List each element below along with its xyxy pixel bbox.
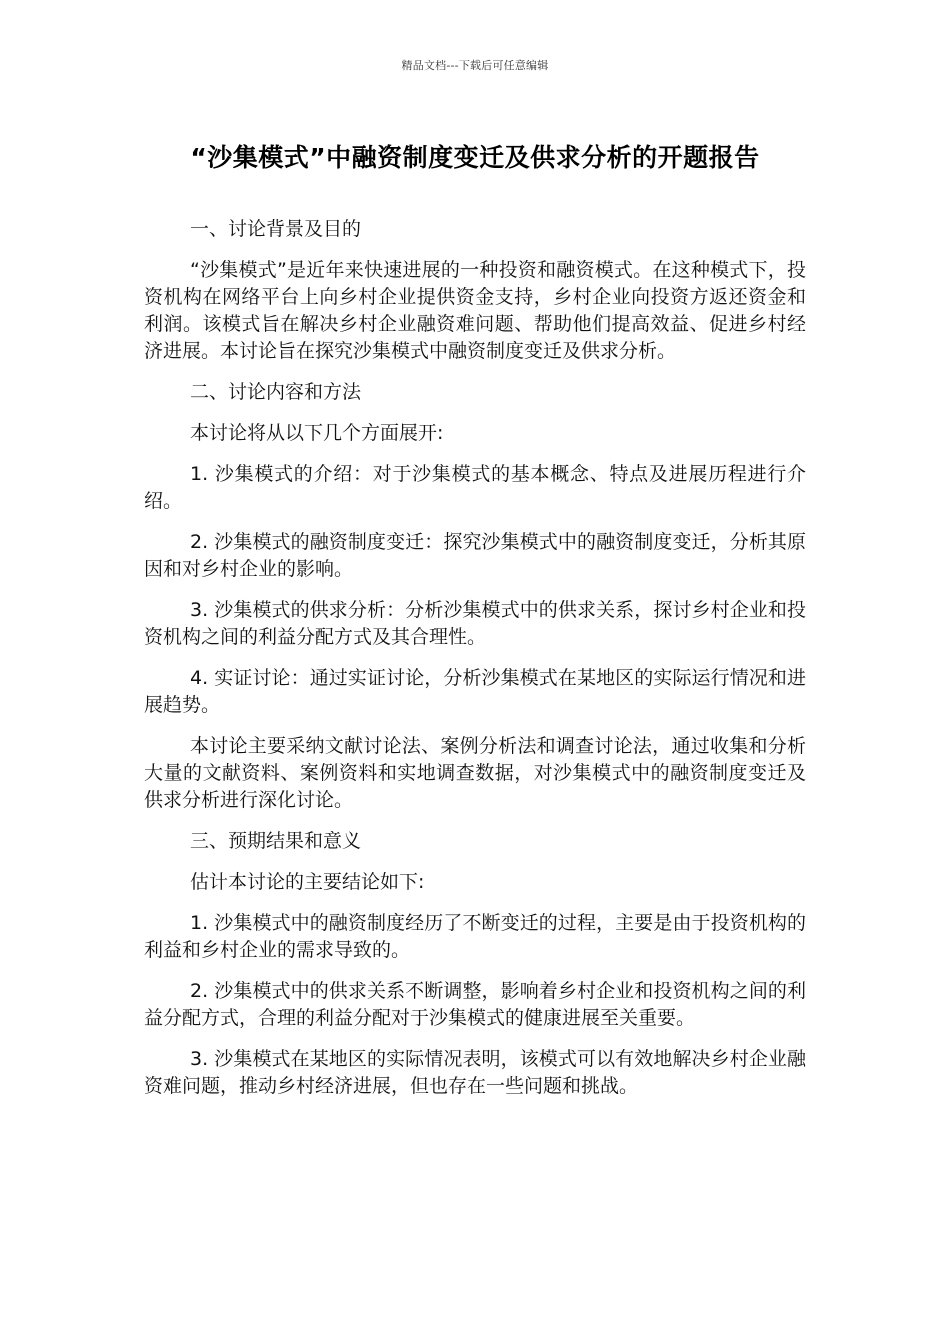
document-body [144, 216, 806, 1114]
paragraph-conclusions-intro: 估计本讨论的主要结论如下: [190, 871, 425, 893]
list-item-content-3: 3. 沙集模式的供求分析：分析沙集模式中的供求关系，探讨乡村企业和投资机构之间的利益分配方式及其合理性。 [144, 599, 806, 648]
section-heading-content-methods: 二、讨论内容和方法 [190, 381, 362, 403]
paragraph-intro: 本讨论将从以下几个方面展开: [190, 422, 444, 444]
list-item-conclusion-2: 2. 沙集模式中的供求关系不断调整，影响着乡村企业和投资机构之间的利益分配方式，合理的利益分配对于沙集模式的健康进展至关重要。 [144, 980, 806, 1029]
document-title: “沙集模式”中融资制度变迁及供求分析的开题报告 [190, 143, 760, 172]
header-note: 精品文档---下载后可任意编辑 [401, 59, 549, 72]
list-item-conclusion-3: 3. 沙集模式在某地区的实际情况表明，该模式可以有效地解决乡村企业融资难问题，推动乡村经济进展，但也存在一些问题和挑战。 [144, 1048, 806, 1097]
list-item-content-4: 4. 实证讨论：通过实证讨论，分析沙集模式在某地区的实际运行情况和进展趋势。 [144, 667, 806, 716]
list-item-conclusion-1: 1. 沙集模式中的融资制度经历了不断变迁的过程，主要是由于投资机构的利益和乡村企业的需求导致的。 [144, 912, 806, 961]
paragraph-background: “沙集模式”是近年来快速进展的一种投资和融资模式。在这种模式下，投资机构在网络平台上向乡村企业提供资金支持，乡村企业向投资方返还资金和利润。该模式旨在解决乡村企业融资难问题、帮助他们提高效益、促进乡村经济进展。本讨论旨在探究沙集模式中融资制度变迁及供求分析。 [144, 259, 806, 362]
list-item-content-2: 2. 沙集模式的融资制度变迁：探究沙集模式中的融资制度变迁，分析其原因和对乡村企业的影响。 [144, 531, 806, 580]
list-item-content-1: 1. 沙集模式的介绍：对于沙集模式的基本概念、特点及进展历程进行介绍。 [144, 463, 806, 512]
paragraph-methods: 本讨论主要采纳文献讨论法、案例分析法和调查讨论法，通过收集和分析大量的文献资料、案例资料和实地调查数据，对沙集模式中的融资制度变迁及供求分析进行深化讨论。 [144, 735, 806, 811]
section-heading-results: 三、预期结果和意义 [190, 830, 362, 852]
section-heading-background: 一、讨论背景及目的 [190, 218, 362, 240]
